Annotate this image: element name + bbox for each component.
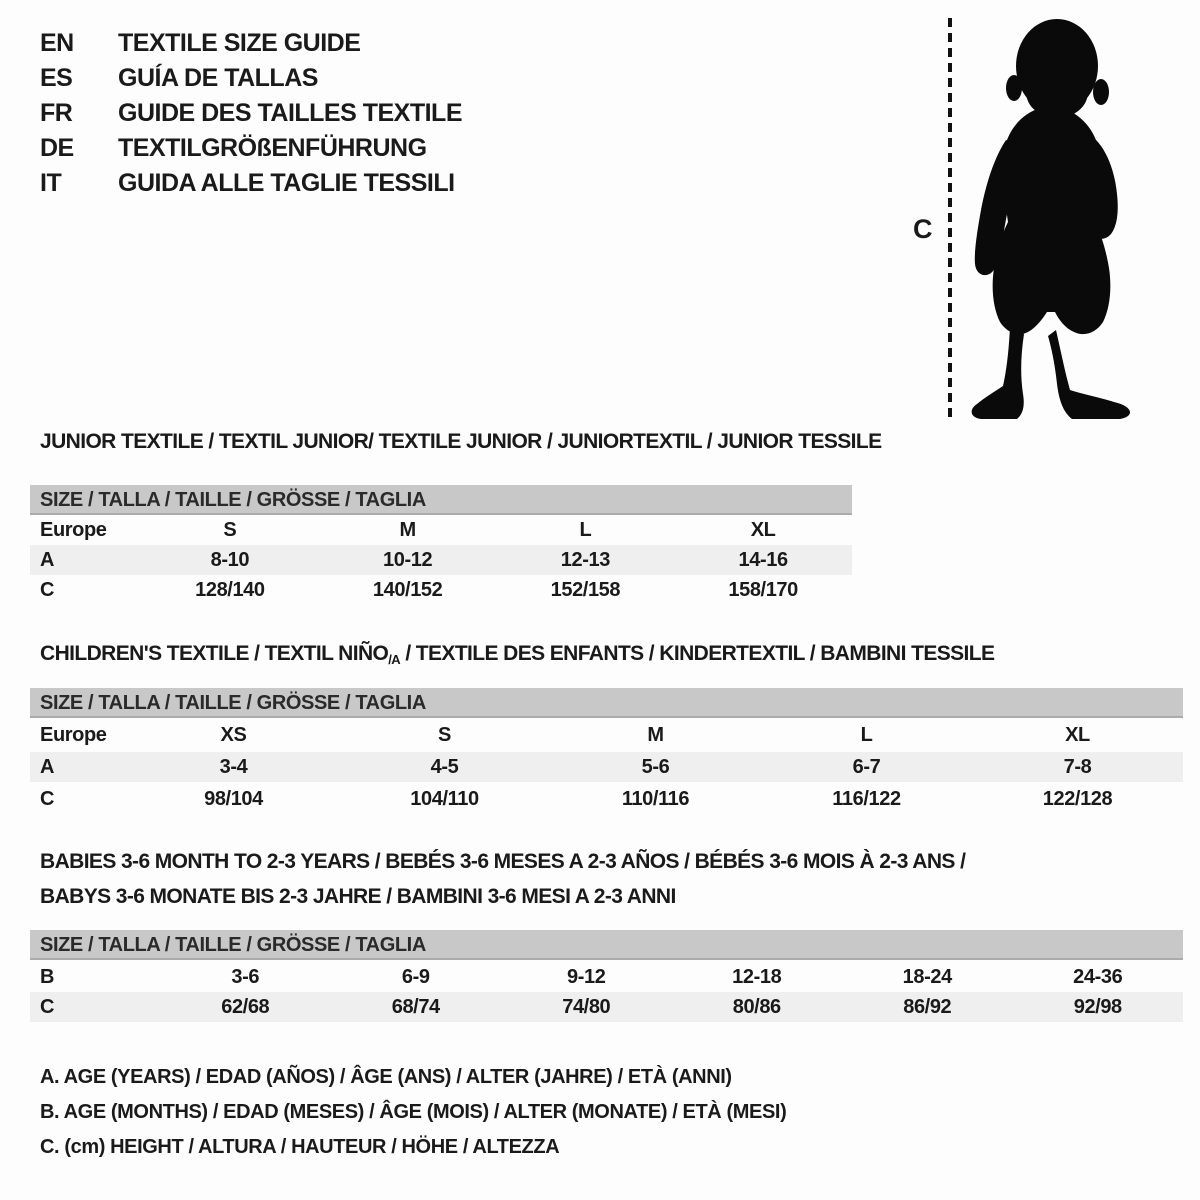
age-cell: 12-13: [560, 549, 610, 571]
section-title-children-pre: CHILDREN'S TEXTILE / TEXTIL NIÑO: [40, 642, 389, 665]
silhouette-ear-right: [1093, 79, 1109, 105]
language-code: ES: [40, 64, 73, 92]
height-cell: 128/140: [195, 579, 265, 601]
size-cell: M: [647, 724, 664, 746]
height-cell: 74/80: [562, 996, 611, 1018]
section-title-junior: JUNIOR TEXTILE / TEXTIL JUNIOR/ TEXTILE JUNIOR / JUNIORTEXTIL / JUNIOR TESSILE: [40, 430, 882, 453]
language-code: DE: [40, 134, 74, 162]
guide-title: GUIDA ALLE TAGLIE TESSILI: [118, 169, 455, 197]
row-label: Europe: [40, 724, 107, 746]
height-cell: 62/68: [221, 996, 270, 1018]
row-label: C: [40, 788, 55, 810]
age-cell: 9-12: [567, 966, 606, 988]
height-measure-line: [948, 18, 952, 418]
section-title-babies-line2: BABYS 3-6 MONATE BIS 2-3 JAHRE / BAMBINI 3-6 MESI A 2-3 ANNI: [40, 885, 676, 908]
age-cell: 6-9: [401, 966, 430, 988]
table-row-children-europe: [30, 720, 1183, 750]
language-code: EN: [40, 29, 74, 57]
size-header-junior: SIZE / TALLA / TAILLE / GRÖSSE / TAGLIA: [30, 485, 852, 515]
language-row: [40, 26, 462, 61]
age-cell: 18-24: [902, 966, 952, 988]
guide-title: GUIDE DES TAILLES TEXTILE: [118, 99, 463, 127]
age-cell: 4-5: [430, 756, 459, 778]
language-row: [40, 166, 462, 201]
size-cell: L: [579, 519, 592, 541]
age-cell: 5-6: [641, 756, 670, 778]
language-row: [40, 96, 462, 131]
row-label: Europe: [40, 519, 107, 541]
height-cell: 116/122: [832, 788, 901, 810]
row-label: A: [40, 756, 55, 778]
table-row-junior-europe: [30, 515, 852, 545]
age-cell: 3-6: [231, 966, 260, 988]
silhouette-ear-left: [1006, 75, 1022, 101]
size-header-children: SIZE / TALLA / TAILLE / GRÖSSE / TAGLIA: [30, 688, 1183, 718]
table-row-babies-months: [30, 962, 1183, 992]
row-label: C: [40, 579, 55, 601]
height-cell: 80/86: [732, 996, 781, 1018]
row-label: A: [40, 549, 55, 571]
size-cell: S: [438, 724, 451, 746]
silhouette-leg-right: [1048, 330, 1130, 419]
size-cell: L: [860, 724, 873, 746]
legend-age-months: B. AGE (MONTHS) / EDAD (MESES) / ÂGE (MOIS) / ALTER (MONATE) / ETÀ (MESI): [40, 1101, 787, 1123]
age-cell: 7-8: [1063, 756, 1092, 778]
section-title-babies-line1: BABIES 3-6 MONTH TO 2-3 YEARS / BEBÉS 3-6 MESES A 2-3 AÑOS / BÉBÉS 3-6 MOIS À 2-3 ANS /: [40, 850, 966, 873]
row-label: C: [40, 996, 55, 1018]
language-row: [40, 131, 462, 166]
height-cell: 140/152: [372, 579, 443, 601]
size-cell: M: [399, 519, 416, 541]
height-cell: 92/98: [1073, 996, 1122, 1018]
age-cell: 10-12: [383, 549, 433, 571]
language-code: IT: [40, 169, 62, 197]
legend-age-years: A. AGE (YEARS) / EDAD (AÑOS) / ÂGE (ANS) / ALTER (JAHRE) / ETÀ (ANNI): [40, 1066, 732, 1088]
table-row-babies-height: [30, 992, 1183, 1022]
guide-title: TEXTILE SIZE GUIDE: [118, 29, 361, 57]
age-cell: 24-36: [1073, 966, 1123, 988]
table-row-junior-height: [30, 575, 852, 605]
table-row-children-height: [30, 784, 1183, 814]
height-measure-label: C: [913, 214, 933, 244]
height-cell: 122/128: [1042, 788, 1113, 810]
section-title-children: [40, 642, 994, 667]
guide-title: GUÍA DE TALLAS: [118, 64, 318, 92]
guide-title: TEXTILGRÖßENFÜHRUNG: [118, 134, 427, 162]
language-code: FR: [40, 99, 73, 127]
language-title-list: [40, 26, 462, 201]
height-cell: 158/170: [728, 579, 798, 601]
size-cell: S: [223, 519, 237, 541]
age-cell: 6-7: [852, 756, 881, 778]
size-header-babies: SIZE / TALLA / TAILLE / GRÖSSE / TAGLIA: [30, 930, 1183, 960]
table-row-junior-age: [30, 545, 852, 575]
size-cell: XL: [1065, 724, 1090, 746]
size-cell: XS: [220, 724, 247, 746]
age-cell: 14-16: [738, 549, 788, 571]
age-cell: 8-10: [210, 549, 250, 571]
age-cell: 3-4: [219, 756, 248, 778]
legend-height-cm: C. (cm) HEIGHT / ALTURA / HAUTEUR / HÖHE / ALTEZZA: [40, 1136, 560, 1158]
silhouette-arm-right: [1088, 140, 1118, 239]
language-row: [40, 61, 462, 96]
silhouette-leg-left: [972, 326, 1024, 419]
height-cell: 98/104: [204, 788, 263, 810]
age-cell: 12-18: [732, 966, 782, 988]
size-cell: XL: [750, 519, 776, 541]
section-title-children-sub: /A: [388, 652, 401, 667]
height-cell: 104/110: [410, 788, 479, 810]
height-cell: 152/158: [550, 579, 621, 601]
height-cell: 86/92: [903, 996, 952, 1018]
child-silhouette-icon: [960, 12, 1148, 422]
section-title-children-post: / TEXTILE DES ENFANTS / KINDERTEXTIL / BAMBINI TESSILE: [400, 642, 995, 665]
row-label: B: [40, 966, 55, 988]
height-cell: 68/74: [391, 996, 440, 1018]
table-row-children-age: [30, 752, 1183, 782]
height-cell: 110/116: [621, 788, 690, 810]
